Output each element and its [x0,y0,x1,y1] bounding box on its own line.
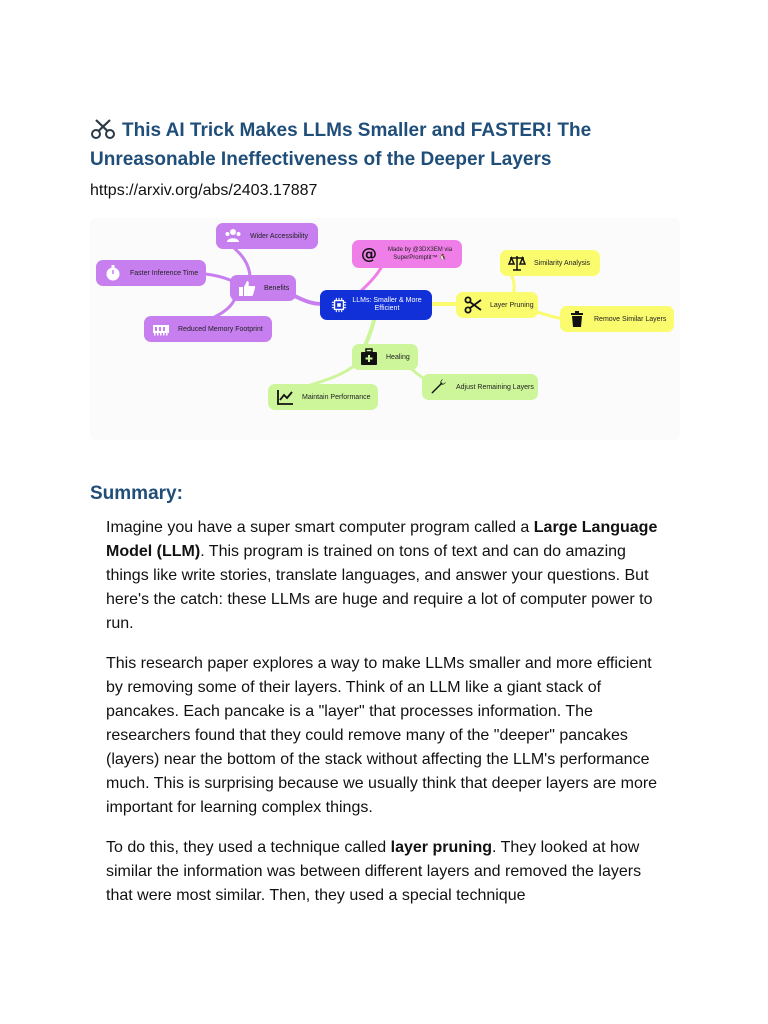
similarity-analysis-node [500,250,600,276]
remove-similar-layers-label: Remove Similar Layers [594,315,667,323]
summary-paragraph-1 [106,516,666,636]
benefits-label: Benefits [264,284,290,292]
article-url[interactable]: https://arxiv.org/abs/2403.17887 [90,182,318,199]
svg-text:@: @ [361,245,377,263]
p1-bold-term: Large Language Model (LLM) [106,519,658,560]
medkit-icon [360,348,378,366]
credit-node [352,240,462,268]
adjust-remaining-layers-label: Adjust Remaining Layers [456,383,534,391]
faster-inference-node [96,260,206,286]
benefits-node [230,275,296,301]
summary-paragraph-3 [106,836,666,908]
thumbs-up-icon [238,279,256,297]
wider-accessibility-label: Wider Accessibility [250,232,308,240]
reduced-memory-label: Reduced Memory Footprint [178,325,263,333]
healing-label: Healing [386,353,410,361]
maintain-performance-label: Maintain Performance [302,393,371,401]
center-node-label: LLMs: Smaller & More Efficient [352,297,422,312]
wrench-icon [430,378,448,396]
faster-inference-label: Faster Inference Time [130,269,199,277]
balance-icon [508,254,526,272]
at-icon [360,245,378,263]
layer-pruning-node [456,292,538,318]
similarity-analysis-label: Similarity Analysis [534,259,591,267]
users-icon [224,227,242,245]
p1-text-end: . This program is trained on tons of text and can do amazing things like write stories, translate languages, and answer your questions. But here's the catch: these LLMs are huge and require a lot of computer power to run. [106,543,653,632]
mind-map [90,218,680,440]
healing-node [352,344,418,370]
scissors-icon [464,296,482,314]
p1-text-start: Imagine you have a super smart computer program called a [106,519,534,536]
article-title [90,116,690,174]
maintain-performance-node [268,384,378,410]
chip-icon [330,296,348,314]
wider-accessibility-node [216,223,318,249]
p3-text-start: To do this, they used a technique called [106,839,391,856]
memory-icon [152,320,170,338]
remove-similar-layers-node [560,306,674,332]
trash-icon [568,310,586,328]
chart-line-icon [276,388,294,406]
scissors-icon [90,118,116,140]
p3-bold-term: layer pruning [390,839,492,856]
stopwatch-icon [104,264,122,282]
summary-paragraph-2: This research paper explores a way to make LLMs smaller and more efficient by removing some of their layers. Think of an LLM like a giant stack of pancakes. Each pancake is a "layer" that processes information. The researchers found that they could remove many of the "deeper" pancakes (layers) near the bottom of the stack without affecting the LLM's performance much. This is surprising because we usually think that deeper layers are more important for learning complex things. [106,655,658,816]
credit-label: Made by @3DX3EM via SuperPromptit™ 🐧 [387,247,453,261]
p3-text-end: . They looked at how similar the information was between different layers and removed the layers that were most similar. Then, they used a special technique [106,839,642,904]
summary-heading: Summary: [90,483,183,504]
reduced-memory-node [144,316,272,342]
mind-map-center-node [320,290,432,320]
adjust-remaining-layers-node [422,374,538,400]
layer-pruning-label: Layer Pruning [490,301,534,309]
article-title-text: This AI Trick Makes LLMs Smaller and FASTER! The Unreasonable Ineffectiveness of the Deeper Layers [90,120,592,170]
